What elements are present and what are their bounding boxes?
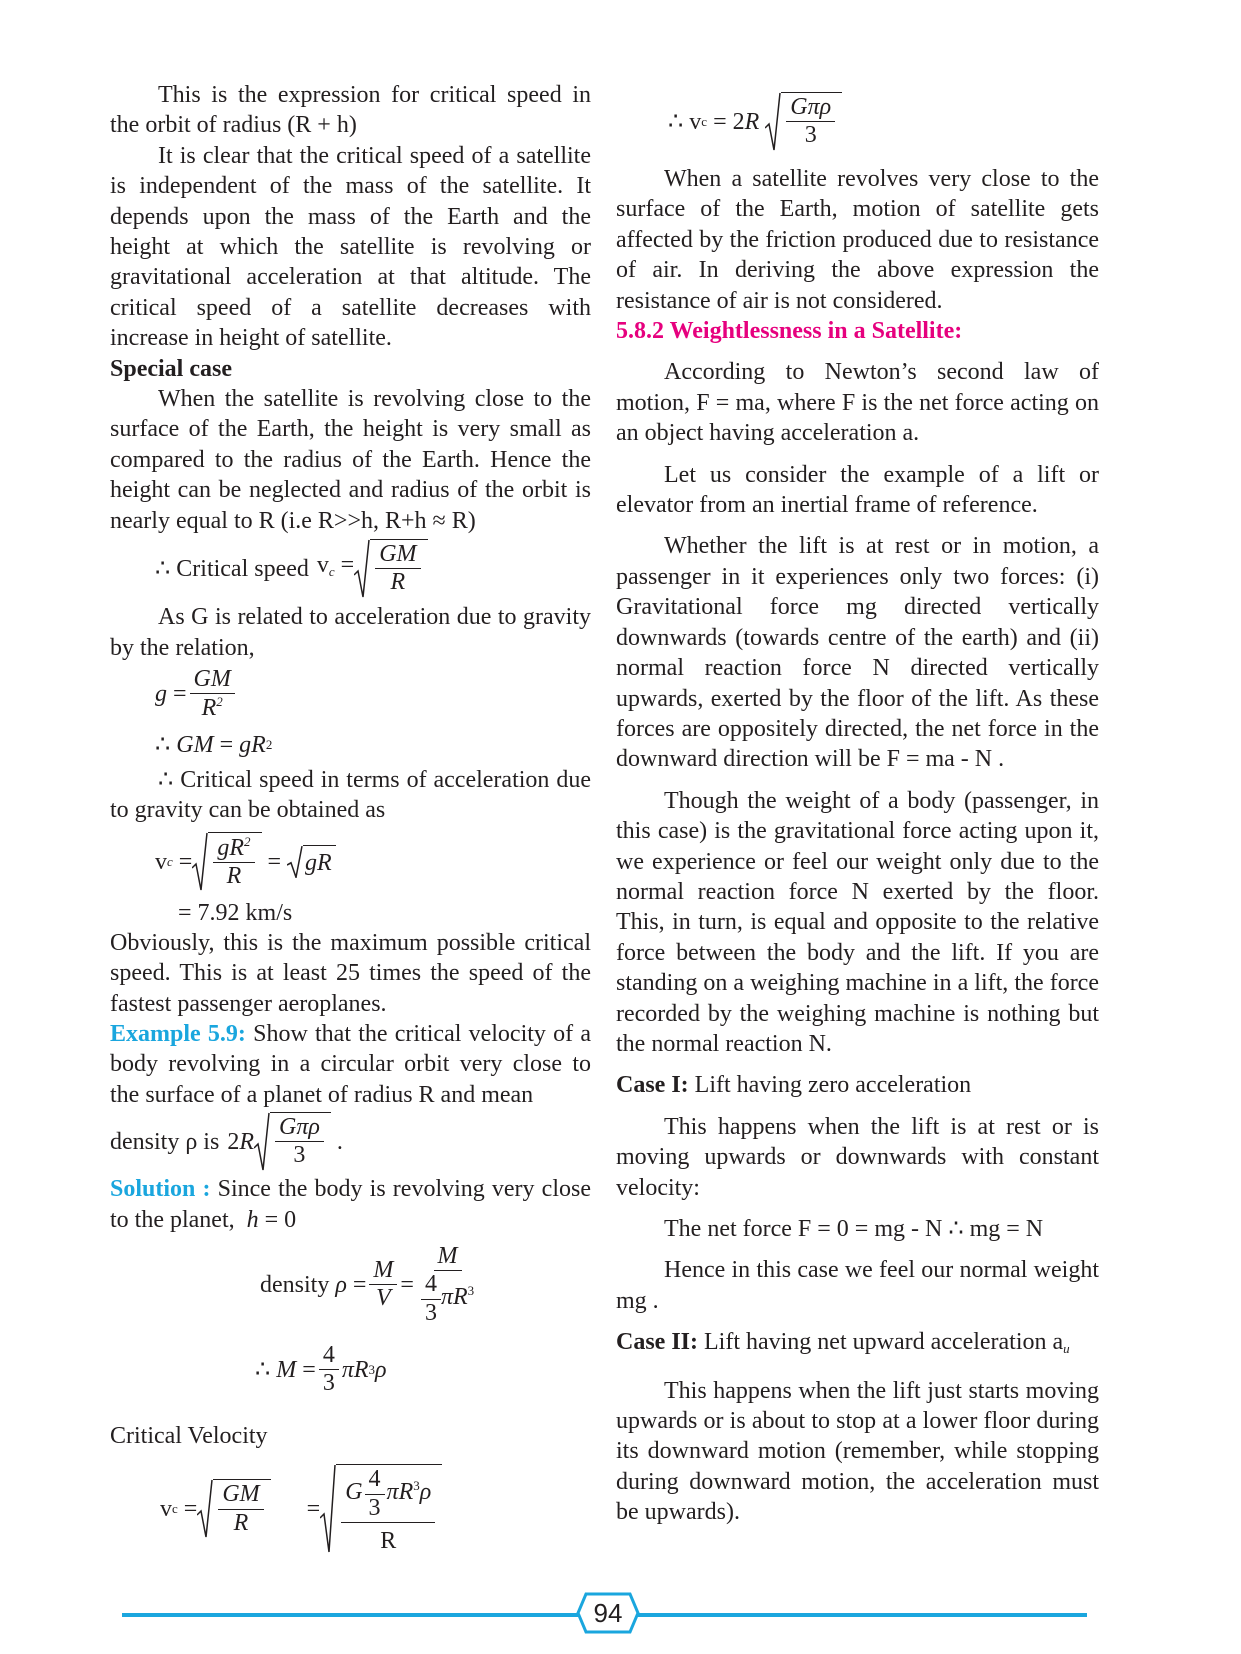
paragraph: This happens when the lift is at rest or is moving upwards or downwards with constant velocity:	[616, 1113, 1099, 1201]
paragraph: Though the weight of a body (passenger, in this case) is the gravitational force acting upon it, we experience or feel our weight only due to the normal reaction force N exerted by the floor. This, in turn, is equal and opposite to the relative force between the body and the lift. If you are standing on a weighing machine in a lift, the force recorded by the weighing machine is nothing but the normal reaction N.	[616, 787, 1099, 1057]
case-2: Case II: Lift having net upward acceleration $a_u$	[616, 1329, 1070, 1357]
page-number: 94	[593, 1598, 623, 1628]
subheading-special-case: Special case	[110, 355, 232, 382]
page-number-badge	[576, 1592, 640, 1634]
case-1	[616, 1070, 1099, 1100]
sqrt-symbol: $\frac{GM}{R}$	[354, 539, 427, 599]
paragraph: Let us consider the example of a lift or elevator from an inertial frame of reference.	[616, 461, 1099, 519]
footer-line-left	[122, 1613, 578, 1617]
case-2-text: Lift having net upward acceleration a	[698, 1329, 1064, 1356]
equation-gm: ∴ GM = gR 2	[155, 731, 273, 758]
solution-label: Solution :	[110, 1176, 211, 1203]
case-1-label: Case I:	[616, 1072, 689, 1099]
paragraph: Whether the lift is at rest or in motion, a passenger in it experiences only two forces: (i) Gravitational force mg directed vertically downwards (towards centre of the earth) and (ii) normal reaction force N directed vertically upwards, exerted by the floor of the lift. As these forces are oppositely directed, the net force in the downward direction will be F = ma - N .	[616, 533, 1099, 773]
paragraph: This happens when the lift just starts moving upwards or is about to stop at a lower floor during its downward motion (remember, while stopping during downward motion, the acceleration must be upwards).	[616, 1377, 1099, 1526]
footer-line-right	[638, 1613, 1087, 1617]
critical-velocity-label: Critical Velocity	[110, 1422, 268, 1449]
equation-critical-velocity: v c = $\frac{GM}{R}$ = G $\frac{4}{3}$ $\pi R^3\rho$ R	[110, 1459, 591, 1559]
example-text: Show that the critical velocity of a body revolving in a circular orbit very close to the surface of a planet of radius R and mean	[110, 1020, 591, 1108]
equation-value: = 7.92 km/s	[178, 899, 293, 926]
equation-density: density ρ = $\frac{M}{V}$ = M $\frac{4}{3}$ $\pi R^3$	[260, 1243, 475, 1326]
paragraph: When a satellite revolves very close to the surface of the Earth, motion of satellite gets affected by the friction produced due to resistance of air. In deriving the above expression the resistance of air is not considered.	[616, 166, 1099, 314]
left-column	[110, 80, 591, 1559]
solution: Solution : Since the body is revolving very close to the planet, h = 0	[110, 1176, 591, 1233]
equation-vc-result: ∴ v c = 2 R $\frac{\text{Gπρ}}{3}$	[616, 80, 1099, 164]
paragraph: When the satellite is revolving close to the surface of the Earth, the height is very small as compared to the radius of the Earth. Hence the height can be neglected and radius of the orbit is nearly equal to R (i.e R>>h, R+h ≈ R)	[110, 386, 591, 534]
density-prefix: density ρ is	[110, 1128, 220, 1155]
right-column	[616, 80, 1099, 1528]
equation-g: g = $\frac{GM}{R^2}$	[110, 663, 591, 725]
section-heading: 5.8.2 Weightlessness in a Satellite:	[616, 318, 963, 345]
equation-critical-speed: ∴ Critical speed $v_c$ = $\frac{GM}{R}$	[110, 536, 591, 602]
paragraph: Obviously, this is the maximum possible critical speed. This is at least 25 times the speed of the fastest passenger aeroplanes.	[110, 929, 591, 1017]
equation-label: ∴ Critical speed	[155, 555, 309, 582]
density-label: density	[260, 1271, 330, 1298]
case-1-text: Lift having zero acceleration	[688, 1072, 972, 1099]
paragraph: ∴ Critical speed in terms of acceleration due to gravity can be obtained as	[110, 766, 591, 824]
paragraph: Hence in this case we feel our normal weight mg .	[616, 1257, 1099, 1314]
solution-text: Since the body is revolving very close to the planet,	[110, 1176, 591, 1233]
example-5-9	[110, 1019, 591, 1110]
example-label: Example 5.9:	[110, 1020, 246, 1047]
equation-density-expression: density ρ is 2R $\frac{\text{Gπρ}}{3}$ .	[110, 1110, 591, 1174]
paragraph: This is the expression for critical speed in the orbit of radius (R + h)	[110, 82, 591, 139]
equation-mass: ∴ M = $\frac{4}{3}$ πR 3 ρ	[255, 1342, 387, 1397]
paragraph: As G is related to acceleration due to gravity by the relation,	[110, 604, 591, 661]
paragraph: It is clear that the critical speed of a satellite is independent of the mass of the satellite. It depends upon the mass of the Earth and the height at which the satellite is revolving or gravitational acceleration at that altitude. The critical speed of a satellite decreases with increase in height of satellite.	[110, 142, 591, 352]
paragraph: According to Newton’s second law of motion, F = ma, where F is the net force acting on an object having acceleration a.	[616, 359, 1099, 447]
net-force-equation: The net force F = 0 = mg - N ∴ mg = N	[664, 1216, 1044, 1242]
case-2-label: Case II:	[616, 1329, 698, 1356]
equation-vc-gr: v c = $\frac{gR^2}{R}$ = gR	[110, 826, 591, 898]
